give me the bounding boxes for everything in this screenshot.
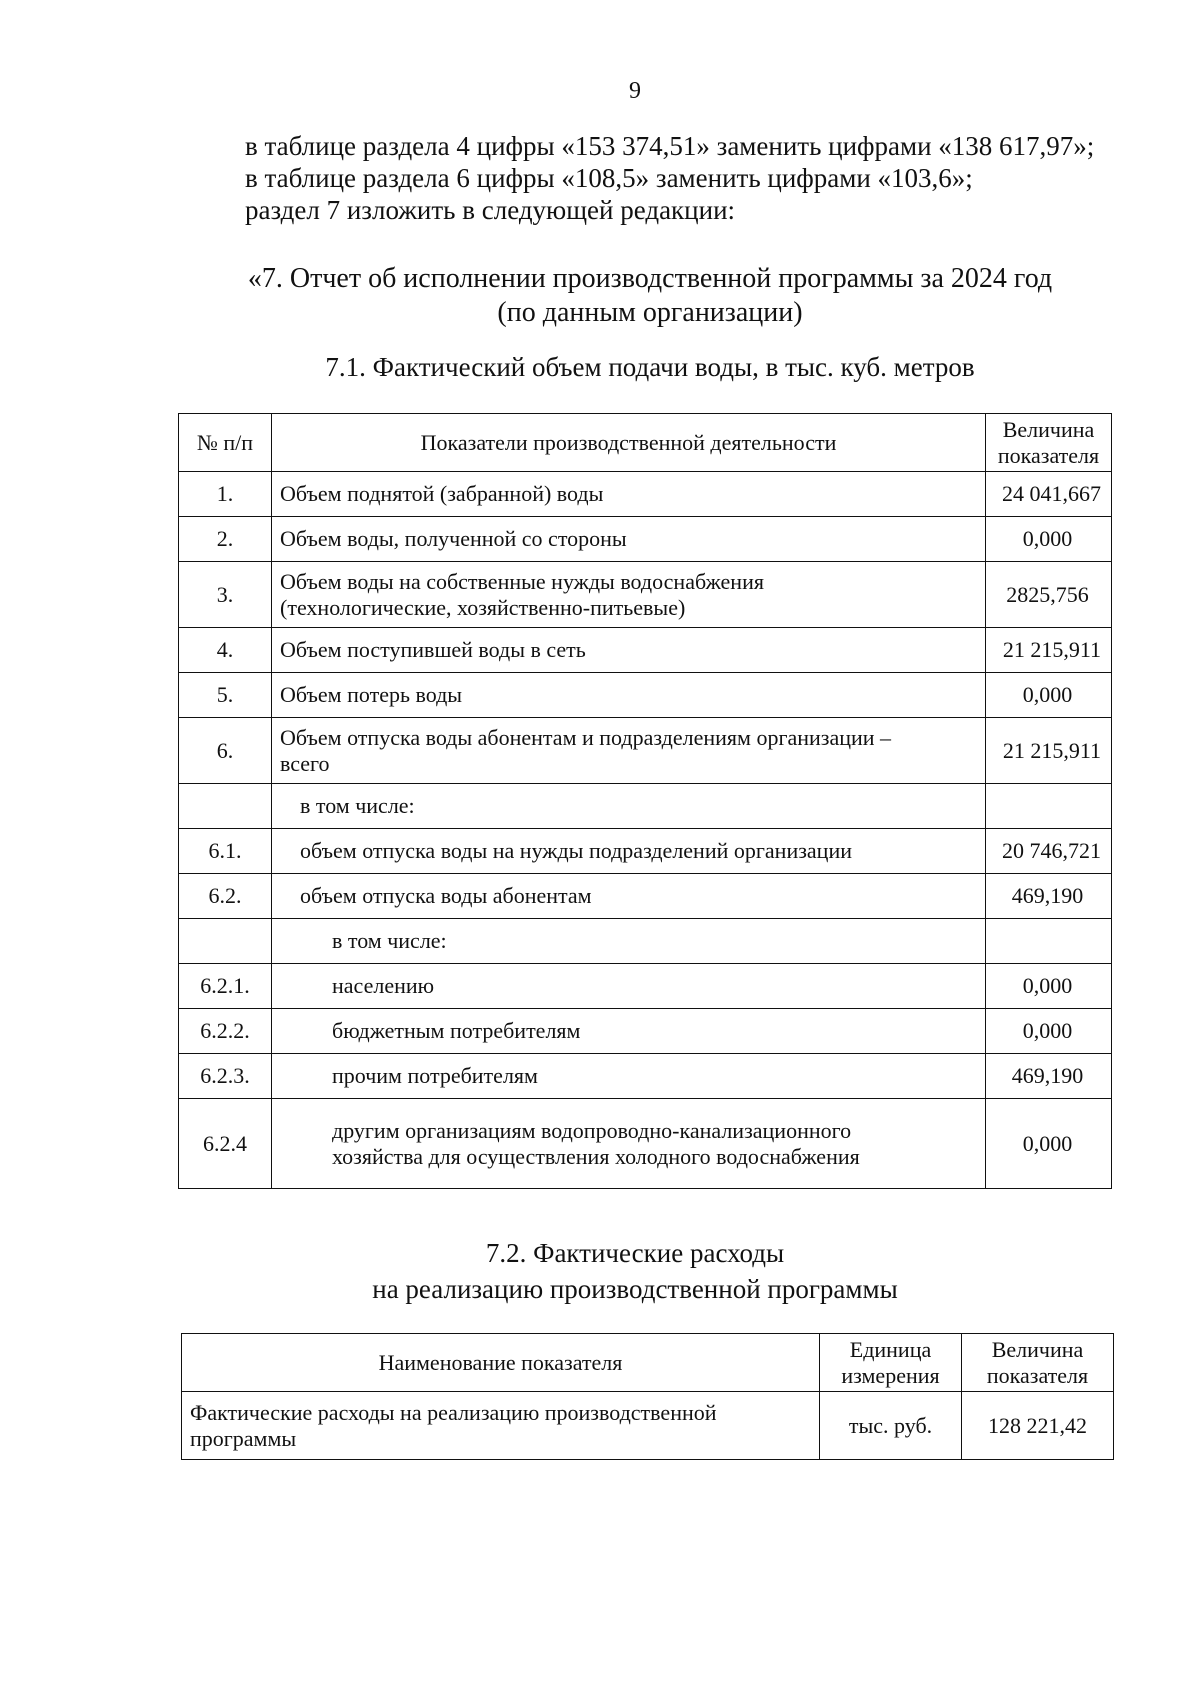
intro-paragraph xyxy=(245,130,1094,226)
table-row xyxy=(179,829,1112,874)
table-row xyxy=(179,517,1112,562)
table-row xyxy=(179,1099,1112,1189)
row-num xyxy=(179,919,272,964)
header-unit xyxy=(820,1334,962,1392)
header-value-line1: Величина xyxy=(991,1336,1084,1362)
row-num xyxy=(179,784,272,829)
table-71-title: 7.1. Фактический объем подачи воды, в тыс. куб. метров xyxy=(325,352,975,382)
header-value xyxy=(986,414,1112,472)
row-num: 6.1. xyxy=(179,829,272,874)
intro-line: в таблице раздела 6 цифры «108,5» заменить цифрами «103,6»; xyxy=(245,163,973,193)
row-num: 6.2.1. xyxy=(179,964,272,1009)
page-number: 9 xyxy=(629,78,641,104)
row-label: в том числе: xyxy=(272,784,986,829)
row-value: 21 215,911 xyxy=(986,628,1112,673)
row-value: 20 746,721 xyxy=(986,829,1112,874)
row-value: 128 221,42 xyxy=(962,1392,1114,1460)
table-row xyxy=(179,1009,1112,1054)
row-value: 0,000 xyxy=(986,1009,1112,1054)
row-label-line1: другим организациям водопроводно-канализационного xyxy=(332,1117,852,1143)
row-value xyxy=(986,784,1112,829)
section-7-title-line2: (по данным организации) xyxy=(497,297,803,328)
row-value: 21 215,911 xyxy=(986,718,1112,784)
row-label: прочим потребителям xyxy=(272,1054,986,1099)
row-label: бюджетным потребителям xyxy=(272,1009,986,1054)
row-value: 0,000 xyxy=(986,964,1112,1009)
row-label: объем отпуска воды на нужды подразделений организации xyxy=(272,829,986,874)
table-row xyxy=(179,673,1112,718)
row-value: 2825,756 xyxy=(986,562,1112,628)
row-label: Объем поднятой (забранной) воды xyxy=(272,472,986,517)
row-label-line1: Объем воды на собственные нужды водоснабжения xyxy=(280,568,764,594)
table-row xyxy=(179,628,1112,673)
table-row xyxy=(179,562,1112,628)
header-indicator: Показатели производственной деятельности xyxy=(272,414,986,472)
intro-line: в таблице раздела 4 цифры «153 374,51» заменить цифрами «138 617,97»; xyxy=(245,131,1095,161)
row-label: объем отпуска воды абонентам xyxy=(272,874,986,919)
row-label-line2: всего xyxy=(280,750,330,776)
table-72-title xyxy=(0,1235,1200,1307)
row-num: 4. xyxy=(179,628,272,673)
header-unit-line1: Единица xyxy=(849,1336,932,1362)
water-supply-table xyxy=(178,413,1112,1189)
header-value-line2: показателя xyxy=(997,442,1100,468)
expenses-table xyxy=(181,1333,1114,1460)
row-label: в том числе: xyxy=(272,919,986,964)
row-num: 6.2.2. xyxy=(179,1009,272,1054)
row-value: 469,190 xyxy=(986,1054,1112,1099)
row-label-line2: хозяйства для осуществления холодного водоснабжения xyxy=(332,1143,860,1169)
table-row xyxy=(179,472,1112,517)
header-value-line2: показателя xyxy=(986,1362,1089,1388)
table-row xyxy=(179,784,1112,829)
row-label: Объем поступившей воды в сеть xyxy=(272,628,986,673)
row-value: 24 041,667 xyxy=(986,472,1112,517)
row-value: 469,190 xyxy=(986,874,1112,919)
row-num: 3. xyxy=(179,562,272,628)
table-row xyxy=(179,874,1112,919)
row-num: 6.2.4 xyxy=(179,1099,272,1189)
table-72-title-line2: на реализацию производственной программы xyxy=(372,1274,898,1304)
row-num: 5. xyxy=(179,673,272,718)
table-row xyxy=(179,964,1112,1009)
section-7-title xyxy=(0,262,1200,330)
row-label xyxy=(272,718,986,784)
header-num: № п/п xyxy=(179,414,272,472)
row-value: 0,000 xyxy=(986,673,1112,718)
row-value: 0,000 xyxy=(986,1099,1112,1189)
intro-line: раздел 7 изложить в следующей редакции: xyxy=(245,195,736,225)
row-label: Объем воды, полученной со стороны xyxy=(272,517,986,562)
row-label-line1: Объем отпуска воды абонентам и подразделениям организации – xyxy=(280,724,892,750)
row-value xyxy=(986,919,1112,964)
row-num: 2. xyxy=(179,517,272,562)
row-label xyxy=(272,562,986,628)
row-num: 6. xyxy=(179,718,272,784)
row-label xyxy=(182,1392,820,1460)
row-label: Объем потерь воды xyxy=(272,673,986,718)
header-value xyxy=(962,1334,1114,1392)
header-name: Наименование показателя xyxy=(182,1334,820,1392)
table-row xyxy=(182,1392,1114,1460)
header-unit-line2: измерения xyxy=(841,1362,940,1388)
section-7-title-line1: «7. Отчет об исполнении производственной программы за 2024 год xyxy=(247,263,1053,294)
row-label-line1: Фактические расходы на реализацию производственной xyxy=(190,1399,717,1425)
row-num: 6.2.3. xyxy=(179,1054,272,1099)
row-num: 1. xyxy=(179,472,272,517)
table-row xyxy=(179,919,1112,964)
row-label-line2: программы xyxy=(190,1425,297,1451)
table-row xyxy=(179,718,1112,784)
row-num: 6.2. xyxy=(179,874,272,919)
row-unit: тыс. руб. xyxy=(820,1392,962,1460)
row-label xyxy=(272,1099,986,1189)
row-label-line2: (технологические, хозяйственно-питьевые) xyxy=(280,594,686,620)
table-row xyxy=(179,1054,1112,1099)
table-72-title-line1: 7.2. Фактические расходы xyxy=(485,1238,785,1268)
row-label: населению xyxy=(272,964,986,1009)
header-value-line1: Величина xyxy=(1002,416,1095,442)
row-value: 0,000 xyxy=(986,517,1112,562)
